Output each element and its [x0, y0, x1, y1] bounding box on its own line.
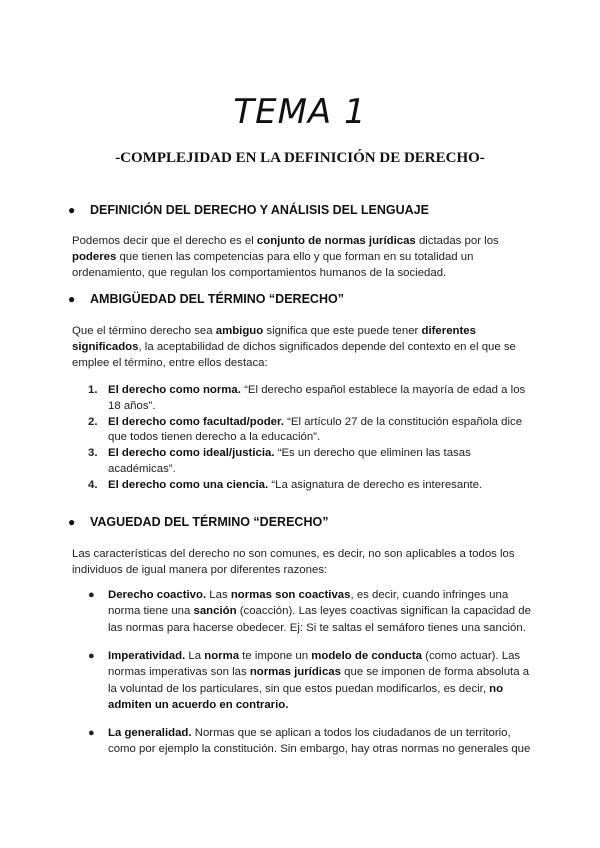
list-item: ● Imperatividad. La norma te impone un modelo de conducta (como actuar). Las normas imperativas son las normas jurídicas que se imponen de forma absoluta a la voluntad de los particulares, sin que estos puedan modificarlos, es decir, no admiten un acuerdo en contrario.: [88, 650, 530, 712]
vaguedad-bullet-imperatividad: [72, 648, 532, 714]
ambiguedad-list: [72, 383, 532, 494]
paragraph-ambiguedad: Que el término derecho sea ambiguo significa que este puede tener diferentes significados, la aceptabilidad de dichos significados depende del contexto en el que se emplee el término, entre ellos destaca:: [72, 325, 516, 370]
bullet-icon: ●: [88, 650, 95, 662]
bullet-icon: ●: [68, 292, 76, 306]
page-title: TEMA 1: [233, 92, 367, 132]
bullet-icon: ●: [68, 515, 76, 529]
list-item: ● Derecho coactivo. Las normas son coactivas, es decir, cuando infringes una norma tiene una sanción (coacción). Las leyes coactivas significan la capacidad de las normas para hacerse obedecer. Ej: Si te saltas el semáforo tienes una sanción.: [88, 589, 531, 634]
list-item: 4. El derecho como una ciencia. “La asignatura de derecho es interesante.: [88, 478, 483, 491]
vaguedad-bullet-coactivo: [72, 587, 532, 636]
bullet-icon: ●: [68, 203, 76, 217]
list-item: 1. El derecho como norma. “El derecho español establece la mayoría de edad a los 18 años”.: [88, 384, 526, 412]
list-item: 2. El derecho como facultad/poder. “El artículo 27 de la constitución española dice que todos tienen derecho a la educación”.: [88, 415, 523, 444]
page-subtitle: -COMPLEJIDAD EN LA DEFINICIÓN DE DERECHO-: [115, 150, 485, 166]
bullet-icon: ●: [88, 727, 95, 739]
vaguedad-bullet-generalidad: [72, 725, 532, 758]
section-heading-vaguedad: ● VAGUEDAD DEL TÉRMINO “DERECHO”: [68, 515, 329, 529]
section-heading-ambiguedad: ● AMBIGÜEDAD DEL TÉRMINO “DERECHO”: [68, 292, 344, 306]
paragraph-definicion: Podemos decir que el derecho es el conjunto de normas jurídicas dictadas por los poderes que tienen las competencias para ello y que forman en su totalidad un ordenamiento, que regulan los comportamientos humanos de la sociedad.: [72, 235, 499, 280]
bullet-icon: ●: [88, 589, 95, 601]
list-item: 3. El derecho como ideal/justicia. “Es un derecho que eliminen las tasas académicas”.: [88, 447, 471, 475]
section-heading-definicion: ● DEFINICIÓN DEL DERECHO Y ANÁLISIS DEL LENGUAJE: [68, 203, 429, 217]
paragraph-vaguedad: Las características del derecho no son comunes, es decir, no son aplicables a todos los individuos de igual manera por diferentes razones:: [72, 548, 515, 577]
list-item: ● La generalidad. Normas que se aplican a todos los ciudadanos de un territorio, como por ejemplo la constitución. Sin embargo, hay otras normas no generales que: [88, 727, 531, 756]
